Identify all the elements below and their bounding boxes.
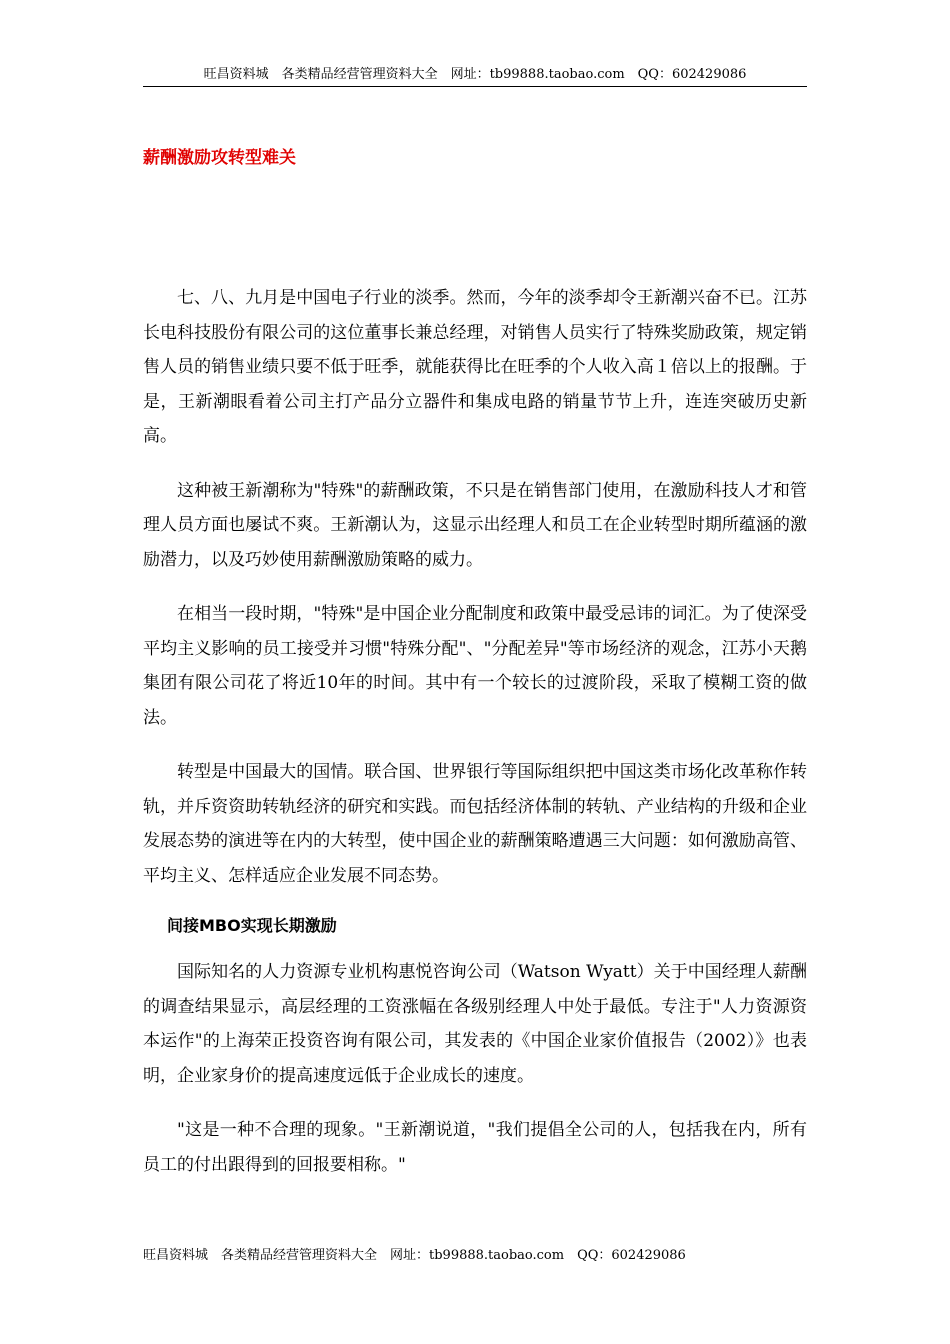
article-body (143, 281, 807, 1202)
body-paragraph: 在相当一段时期，"特殊"是中国企业分配制度和政策中最受忌讳的词汇。为了使深受平均主义影响的员工接受并习惯"特殊分配"、"分配差异"等市场经济的观念，江苏小天鹅集团有限公司花了将近10年的时间。其中有一个较长的过渡阶段，采取了模糊工资的做法。 (143, 604, 807, 728)
body-paragraph: 七、八、九月是中国电子行业的淡季。然而，今年的淡季却令王新潮兴奋不已。江苏长电科技股份有限公司的这位董事长兼总经理，对销售人员实行了特殊奖励政策，规定销售人员的销售业绩只要不低于旺季，就能获得比在旺季的个人收入高１倍以上的报酬。于是，王新潮眼看着公司主打产品分立器件和集成电路的销量节节上升，连连突破历史新高。 (143, 288, 807, 446)
header-divider (143, 86, 807, 87)
body-paragraph: "这是一种不合理的现象。"王新潮说道，"我们提倡全公司的人，包括我在内，所有员工的付出跟得到的回报要相称。" (143, 1120, 807, 1175)
body-paragraph: 国际知名的人力资源专业机构惠悦咨询公司（Watson Wyatt）关于中国经理人薪酬的调查结果显示，高层经理的工资涨幅在各级别经理人中处于最低。专注于"人力资源资本运作"的上海荣正投资咨询有限公司，其发表的《中国企业家价值报告（2002）》也表明，企业家身价的提高速度远低于企业成长的速度。 (143, 962, 807, 1086)
page-header: 旺昌资料城 各类精品经营管理资料大全 网址：tb99888.taobao.com QQ：602429086 (203, 67, 747, 82)
article-title: 薪酬激励攻转型难关 (143, 148, 296, 168)
page-footer: 旺昌资料城 各类精品经营管理资料大全 网址：tb99888.taobao.com QQ：602429086 (143, 1248, 686, 1263)
body-paragraph: 转型是中国最大的国情。联合国、世界银行等国际组织把中国这类市场化改革称作转轨，并斥资资助转轨经济的研究和实践。而包括经济体制的转轨、产业结构的升级和企业发展态势的演进等在内的大转型，使中国企业的薪酬策略遭遇三大问题：如何激励高管、平均主义、怎样适应企业发展不同态势。 (143, 762, 807, 886)
body-paragraph: 这种被王新潮称为"特殊"的薪酬政策，不只是在销售部门使用，在激励科技人才和管理人员方面也屡试不爽。王新潮认为，这显示出经理人和员工在企业转型时期所蕴涵的激励潜力，以及巧妙使用薪酬激励策略的威力。 (143, 480, 807, 570)
section-subheading: 间接MBO实现长期激励 (167, 916, 337, 935)
